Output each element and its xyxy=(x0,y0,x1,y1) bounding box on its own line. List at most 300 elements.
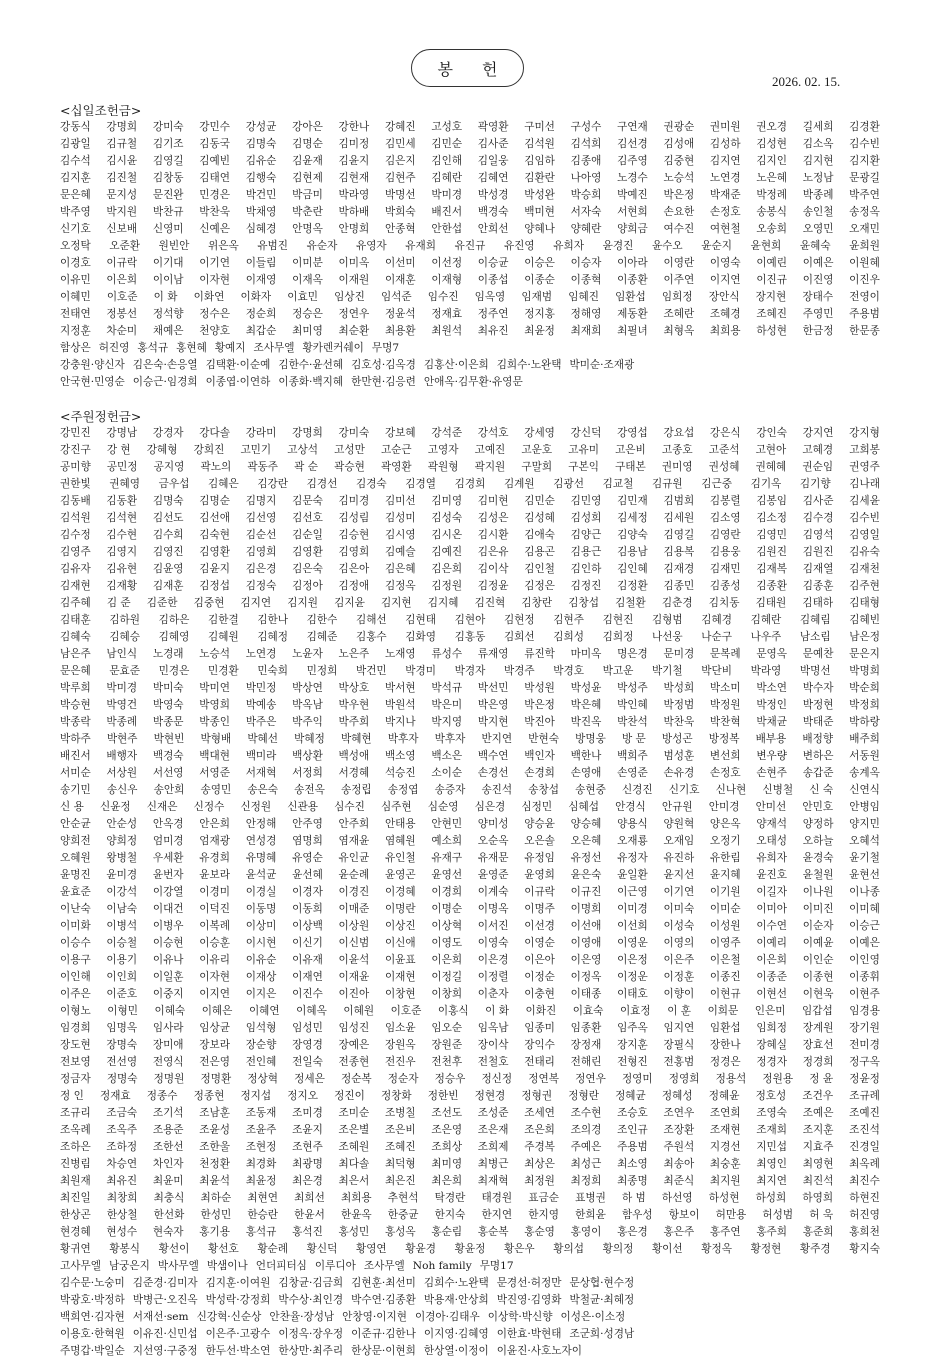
donor-name: 유정임 xyxy=(524,852,555,864)
donor-name: 민경은 xyxy=(199,189,230,201)
donor-name: 나선웅 xyxy=(651,631,683,643)
donor-name: 김한결 xyxy=(207,614,239,626)
donor-name: 이종현 xyxy=(802,971,834,983)
donor-name: 탁경란 xyxy=(434,1192,466,1204)
donor-name: 한만현·김응련 xyxy=(351,376,416,388)
donor-name: 구성수 xyxy=(570,121,602,133)
donor-name: 박정희 xyxy=(849,699,880,711)
donor-name: 고상석 xyxy=(287,444,318,456)
donor-name: 전태연 xyxy=(60,308,91,320)
donor-name: 이형민 xyxy=(107,1005,138,1017)
donor-name: 이종휘 xyxy=(849,971,880,983)
donor-name: 권영주 xyxy=(849,461,880,473)
donor-name: 하선영 xyxy=(661,1192,693,1204)
donor-name: 심주현 xyxy=(380,801,412,813)
donor-name: 박영희 xyxy=(199,699,230,711)
donor-name: 정영미 xyxy=(621,1073,653,1085)
donor-name: 변우량 xyxy=(756,750,788,762)
donor-name: 박미연 xyxy=(199,682,230,694)
donor-name: 김진혁 xyxy=(474,597,506,609)
donor-name: 주경복 xyxy=(524,1141,555,1153)
donor-name: 이명란 xyxy=(384,903,416,915)
donor-name: 정석향 xyxy=(152,308,184,320)
donor-name: 김정아 xyxy=(292,580,323,592)
donor-name: 이중지 xyxy=(152,988,184,1000)
donor-name: 홍순영 xyxy=(524,1226,555,1238)
donor-name: 최은희 xyxy=(431,1175,463,1187)
donor-name: 서동원 xyxy=(849,750,880,762)
donor-name: 김미선 xyxy=(384,495,416,507)
donor-name: 이미화 xyxy=(60,920,91,932)
donor-name: 조연희 xyxy=(709,1107,741,1119)
donor-name: 박주은 xyxy=(245,716,277,728)
donor-name: 김수빈 xyxy=(849,512,880,524)
donor-name: 황귀연 xyxy=(60,1243,91,1255)
donor-name: 김은유 xyxy=(477,546,509,558)
donor-name: 배진서 xyxy=(60,750,91,762)
donor-name: 윤영곤 xyxy=(384,869,416,881)
name-row xyxy=(60,1003,880,1020)
donor-name: 조현주 xyxy=(292,1141,323,1153)
donor-name: 김석희 xyxy=(570,138,602,150)
donor-name: 김용곤 xyxy=(524,546,555,558)
donor-name: 홍석진 xyxy=(292,1226,323,1238)
donor-name: 전미경 xyxy=(849,1039,880,1051)
donor-name: 이신기 xyxy=(292,937,323,949)
donor-name: 심은경 xyxy=(474,801,506,813)
donor-name: 정상혁 xyxy=(247,1073,279,1085)
donor-name: 김성혜 xyxy=(524,512,555,524)
donor-name: 장태수 xyxy=(802,291,834,303)
donor-name: 조은희 xyxy=(524,1124,555,1136)
donor-name: 조병칠 xyxy=(384,1107,416,1119)
donor-name: 안창영·이지현 xyxy=(342,1311,407,1323)
donor-name: 장효선 xyxy=(802,1039,834,1051)
donor-name: 최창희 xyxy=(106,1192,138,1204)
donor-name: 노경수 xyxy=(617,172,648,184)
donor-name: 김영환 xyxy=(199,546,230,558)
name-row xyxy=(60,765,880,782)
donor-name: 백소은 xyxy=(431,750,463,762)
donor-name: 최희선 xyxy=(294,1192,325,1204)
donor-name: 김소영 xyxy=(709,512,741,524)
name-row xyxy=(60,238,880,255)
donor-name: 오정탁 xyxy=(60,240,91,252)
donor-name: 천양호 xyxy=(199,325,230,337)
donor-name: 김은숙 xyxy=(292,563,323,575)
donor-name: 정현경 xyxy=(474,1090,506,1102)
donor-name: 정봉선 xyxy=(106,308,138,320)
donor-name: 신재은 xyxy=(146,801,178,813)
donor-name: 서경혜 xyxy=(338,767,370,779)
donor-name: 박주희 xyxy=(338,716,370,728)
donor-name: 조하정 xyxy=(106,1141,138,1153)
donor-name: 박서현 xyxy=(384,682,416,694)
donor-name: 심혜섭 xyxy=(568,801,599,813)
donor-name: 구태본 xyxy=(615,461,646,473)
donor-name: 김승현 xyxy=(338,529,370,541)
donor-name: 유진규 xyxy=(454,240,486,252)
donor-name: 양지민 xyxy=(849,818,880,830)
donor-name: 유재문 xyxy=(477,852,509,864)
donor-name: 김은지 xyxy=(384,155,416,167)
donor-name: 지민섭 xyxy=(756,1141,788,1153)
donor-name: 윤경진 xyxy=(602,240,634,252)
donor-name: 김지원 xyxy=(287,597,318,609)
donor-name: 이상백 xyxy=(292,920,323,932)
name-row xyxy=(60,697,880,714)
name-row xyxy=(60,748,880,765)
donor-name: 김계원 xyxy=(503,478,535,490)
donor-name: 박희숙 xyxy=(384,206,416,218)
donor-name: 김창란 xyxy=(521,597,553,609)
donor-name: 김하원 xyxy=(109,614,141,626)
donor-name: 한윤옥 xyxy=(340,1209,372,1221)
donor-name: 허만용 xyxy=(715,1209,747,1221)
donor-name: 박성주 xyxy=(617,682,648,694)
donor-name: 류성수 xyxy=(431,648,463,660)
donor-name: 양정하 xyxy=(802,818,834,830)
donor-name: 이태종 xyxy=(570,988,602,1000)
donor-name: 김혜빈 xyxy=(849,614,880,626)
donor-name: 임성민 xyxy=(292,1022,323,1034)
donor-name: 박소미 xyxy=(709,682,741,694)
donor-name: 정명환 xyxy=(200,1073,232,1085)
donor-name: 정연복 xyxy=(528,1073,559,1085)
donor-name: 이승자 xyxy=(570,257,602,269)
donor-name: 박은정 xyxy=(663,189,695,201)
donor-name: 이지연 xyxy=(199,988,230,1000)
donor-name: 송전옥 xyxy=(294,784,325,796)
donor-name: 한상열·이정이 xyxy=(423,1345,489,1357)
donor-name: 김용남 xyxy=(617,546,648,558)
donor-name: 이승근 xyxy=(849,920,880,932)
donor-name: 김중현 xyxy=(663,155,695,167)
donor-name: 이나종 xyxy=(849,886,880,898)
donor-name: 범성훈 xyxy=(663,750,695,762)
donor-name: 유진영 xyxy=(503,240,535,252)
donor-name: 한승란 xyxy=(247,1209,279,1221)
donor-name: 이정옥 xyxy=(570,971,602,983)
donor-name: 표금순 xyxy=(528,1192,559,1204)
donor-name: 김원진 xyxy=(756,546,788,558)
donor-name: 고혜경 xyxy=(802,444,834,456)
donor-name: 임사라 xyxy=(152,1022,184,1034)
donor-name: 곽동주 xyxy=(247,461,279,473)
donor-name: 박채영 xyxy=(245,206,277,218)
donor-name: 이인희 xyxy=(106,971,138,983)
donor-name: 김한수·윤선혜 xyxy=(278,359,344,371)
donor-name: 조인규 xyxy=(617,1124,648,1136)
donor-name: 이은아 xyxy=(524,954,555,966)
donor-name: 이혜민 xyxy=(60,291,91,303)
donor-name: 장필식 xyxy=(663,1039,695,1051)
donor-name: 조용준 xyxy=(152,1124,184,1136)
donor-name: 한문종 xyxy=(849,325,880,337)
donor-name: 임희정 xyxy=(661,291,693,303)
donor-name: 유영자 xyxy=(355,240,387,252)
donor-name: 이향이 xyxy=(663,988,695,1000)
donor-name: 이재옥 xyxy=(292,274,323,286)
name-row xyxy=(60,1207,880,1224)
donor-name: 주원석 xyxy=(663,1141,695,1153)
donor-name: 박옥남 xyxy=(292,699,323,711)
donor-name: 조윤성 xyxy=(199,1124,230,1136)
donor-name: 박찬혁 xyxy=(709,716,741,728)
donor-name: 신윤정 xyxy=(99,801,131,813)
donor-name: 김지혜 xyxy=(427,597,459,609)
name-row xyxy=(60,935,880,952)
donor-name: 김성림 xyxy=(338,512,370,524)
donor-name: 이선정 xyxy=(431,257,463,269)
donor-name: 임석준 xyxy=(380,291,412,303)
donor-name: 이혜숙 xyxy=(154,1005,186,1017)
donor-name: 전형진 xyxy=(617,1056,648,1068)
donor-name: 이규락 xyxy=(524,886,555,898)
donor-name: 박민정 xyxy=(245,682,277,694)
donor-name: 왕병철 xyxy=(106,852,138,864)
donor-name: 박인혜 xyxy=(617,699,648,711)
donor-name: 양용식 xyxy=(617,818,648,830)
donor-name: 정지섭 xyxy=(240,1090,272,1102)
donor-name: 강명남 xyxy=(106,427,138,439)
donor-name: 강명희 xyxy=(106,121,138,133)
donor-name: 박병근·오진옥 xyxy=(132,1294,198,1306)
donor-name: 민숙희 xyxy=(257,665,289,677)
donor-name: 김희선 xyxy=(503,631,535,643)
donor-name: 김태하 xyxy=(802,597,834,609)
donor-name: 권혜영 xyxy=(109,478,141,490)
donor-name: 임성진 xyxy=(338,1022,370,1034)
donor-name: 김지환 xyxy=(849,155,880,167)
donor-name: 김규원 xyxy=(651,478,683,490)
name-row xyxy=(60,1190,880,1207)
donor-name: 염재윤 xyxy=(338,835,370,847)
donor-name: 조선도 xyxy=(431,1107,463,1119)
donor-name: 이영의 xyxy=(663,937,695,949)
donor-name: 이지영·김혜영 xyxy=(423,1328,489,1340)
donor-name: 이주은 xyxy=(60,988,91,1000)
donor-name: 양승혜 xyxy=(570,818,602,830)
donor-name: 김종환 xyxy=(756,580,788,592)
donor-name: 이창현 xyxy=(384,988,416,1000)
donor-name: 김미경 xyxy=(338,495,370,507)
donor-name: 강다솔 xyxy=(199,427,230,439)
donor-name: 김영길 xyxy=(663,529,695,541)
donor-name: 임경희 xyxy=(60,1022,91,1034)
donor-name: 김경열 xyxy=(405,478,436,490)
donor-name: 이춘자 xyxy=(477,988,509,1000)
donor-name: 박미경 xyxy=(106,682,138,694)
donor-name: 김종성 xyxy=(709,580,741,592)
donor-name: 조기석 xyxy=(152,1107,184,1119)
donor-name: 장명숙 xyxy=(106,1039,138,1051)
donor-name: 김인하 xyxy=(570,563,602,575)
donor-name: 조진석 xyxy=(849,1124,880,1136)
donor-name: 주영민 xyxy=(802,308,834,320)
donor-name: 김중현 xyxy=(193,597,225,609)
donor-name: 신병철 xyxy=(762,784,794,796)
donor-name: 이선희 xyxy=(617,920,648,932)
donor-name: 김민세 xyxy=(384,138,416,150)
donor-name: 윤수오 xyxy=(651,240,683,252)
donor-name: 김인해 xyxy=(431,155,463,167)
name-row xyxy=(60,340,880,357)
donor-name: 안명옥 xyxy=(292,223,323,235)
donor-name: 한상곤 xyxy=(60,1209,91,1221)
donor-name: 김현제 xyxy=(292,172,323,184)
name-row xyxy=(60,1224,880,1241)
donor-name: 고유미 xyxy=(568,444,599,456)
donor-name: 전홍범 xyxy=(663,1056,695,1068)
donor-name: 최종명 xyxy=(617,1175,648,1187)
name-row xyxy=(60,833,880,850)
donor-name: 유정자 xyxy=(617,852,648,864)
donor-name: 강혜형 xyxy=(146,444,178,456)
name-row xyxy=(60,646,880,663)
donor-name: 심혜경 xyxy=(245,223,277,235)
donor-name: 이영숙 xyxy=(709,257,741,269)
donor-name: 임종환 xyxy=(570,1022,602,1034)
donor-name: 강지연 xyxy=(802,427,834,439)
donor-name: 최덕형 xyxy=(384,1158,416,1170)
donor-name: 고사무엘 xyxy=(60,1260,101,1272)
donor-name: 조옥주 xyxy=(106,1124,138,1136)
donor-name: 조건우 xyxy=(802,1090,834,1102)
donor-name: 신보배 xyxy=(106,223,138,235)
donor-name: 김현진 xyxy=(602,614,634,626)
donor-name: 안순균 xyxy=(60,818,91,830)
donor-name: 이원혜 xyxy=(849,257,880,269)
donor-name: 하현진 xyxy=(849,1192,880,1204)
donor-name: 고준석 xyxy=(708,444,740,456)
donor-name: 오태성 xyxy=(756,835,788,847)
donor-name: 고은비 xyxy=(615,444,646,456)
donor-name: 곽영환 xyxy=(380,461,412,473)
donor-name: 이미옥 xyxy=(338,257,370,269)
donor-name: 김명지 xyxy=(245,495,277,507)
donor-name: 유희자 xyxy=(756,852,788,864)
donor-name: 김경선 xyxy=(306,478,338,490)
donor-name: 조동재 xyxy=(245,1107,277,1119)
name-row xyxy=(60,442,880,459)
donor-name: 박광호·박정하 xyxy=(60,1294,125,1306)
donor-name: 양혜란 xyxy=(570,223,602,235)
donor-name: 양혜나 xyxy=(524,223,555,235)
donor-name: 고종호 xyxy=(661,444,693,456)
donor-name: 정용석 xyxy=(715,1073,747,1085)
donor-name: 유한림 xyxy=(709,852,741,864)
donor-name: 이영운 xyxy=(617,937,648,949)
donor-name: 오준환 xyxy=(109,240,141,252)
donor-name: 최은서 xyxy=(338,1175,370,1187)
donor-name: 변하은 xyxy=(802,750,834,762)
donor-name: 송정엽 xyxy=(387,784,419,796)
donor-name: 김예슬 xyxy=(384,546,416,558)
donor-name: 김영일 xyxy=(849,529,880,541)
donor-name: 윤영희 xyxy=(524,869,555,881)
donor-name: 손유경 xyxy=(663,767,695,779)
donor-name: 이종섭 xyxy=(477,274,509,286)
donor-name: 안태용 xyxy=(384,818,416,830)
donor-name: 조혜경 xyxy=(709,308,741,320)
donor-name: 이상혁 xyxy=(431,920,463,932)
donor-name: 박지원 xyxy=(106,206,138,218)
donor-name: 김명순 xyxy=(292,138,323,150)
donor-name: 허진영 xyxy=(849,1209,880,1221)
donor-name: 정재효 xyxy=(431,308,463,320)
donor-name: 문은혜 xyxy=(60,189,91,201)
donor-name: 김혜영 xyxy=(158,631,190,643)
donor-name: 윤경숙 xyxy=(802,852,834,864)
donor-name: 강 현 xyxy=(106,444,131,456)
donor-name: 장도현 xyxy=(60,1039,91,1051)
donor-name: 권미원 xyxy=(709,121,741,133)
donor-name: 강신덕 xyxy=(570,427,602,439)
donor-name: 정종현 xyxy=(193,1090,225,1102)
donor-name: 강보혜 xyxy=(384,427,416,439)
donor-name: 김현주 xyxy=(553,614,584,626)
donor-name: 이매준 xyxy=(338,903,370,915)
donor-name: 박은미 xyxy=(431,699,463,711)
donor-name: 안애옥·김무환·유영문 xyxy=(423,376,523,388)
donor-name: 박예진 xyxy=(617,189,648,201)
donor-name: 송현중 xyxy=(575,784,606,796)
donor-name: 신예은 xyxy=(199,223,230,235)
name-row xyxy=(60,1037,880,1054)
donor-name: 임수진 xyxy=(427,291,459,303)
name-row xyxy=(60,1020,880,1037)
name-row xyxy=(60,884,880,901)
donor-name: 박현빈 xyxy=(153,733,185,745)
donor-name: 고예진 xyxy=(474,444,506,456)
donor-name: 김주영 xyxy=(617,155,648,167)
donor-name: 조의경 xyxy=(570,1124,602,1136)
donor-name: 박종락 xyxy=(60,716,91,728)
donor-name: 고성만 xyxy=(334,444,365,456)
donor-name: 황봉식 xyxy=(109,1243,141,1255)
donor-name: 박종인 xyxy=(199,716,230,728)
donor-name: 이경희 xyxy=(431,886,463,898)
donor-name: 최영인 xyxy=(756,1158,788,1170)
donor-name: 이아라 xyxy=(617,257,648,269)
donor-name: 송은숙 xyxy=(247,784,279,796)
donor-name: 이영주 xyxy=(709,937,741,949)
donor-name: 노정남 xyxy=(802,172,834,184)
donor-name: 장이삭 xyxy=(477,1039,509,1051)
donor-name: 강미숙 xyxy=(152,121,184,133)
donor-name: 유인균 xyxy=(338,852,370,864)
donor-name: 김용근 xyxy=(570,546,602,558)
donor-name: 현성수 xyxy=(106,1226,138,1238)
donor-name: 박성원 xyxy=(524,682,555,694)
donor-name: 위은옥 xyxy=(207,240,239,252)
donor-name: 신관용 xyxy=(287,801,318,813)
donor-name: 염명희 xyxy=(292,835,323,847)
donor-name: 이일훈 xyxy=(152,971,184,983)
donor-name: 유경희 xyxy=(199,852,230,864)
donor-name: 정순복 xyxy=(340,1073,372,1085)
donor-name: 박명선 xyxy=(799,665,831,677)
donor-name: 이은주·고광수 xyxy=(205,1328,271,1340)
donor-name: 전태리 xyxy=(524,1056,555,1068)
name-row xyxy=(60,663,880,680)
name-row xyxy=(60,221,880,238)
donor-name: 이예린 xyxy=(756,257,788,269)
donor-name: 한상철 xyxy=(106,1209,138,1221)
donor-name: 장예은 xyxy=(338,1039,370,1051)
donor-name: 김지현 xyxy=(802,155,834,167)
